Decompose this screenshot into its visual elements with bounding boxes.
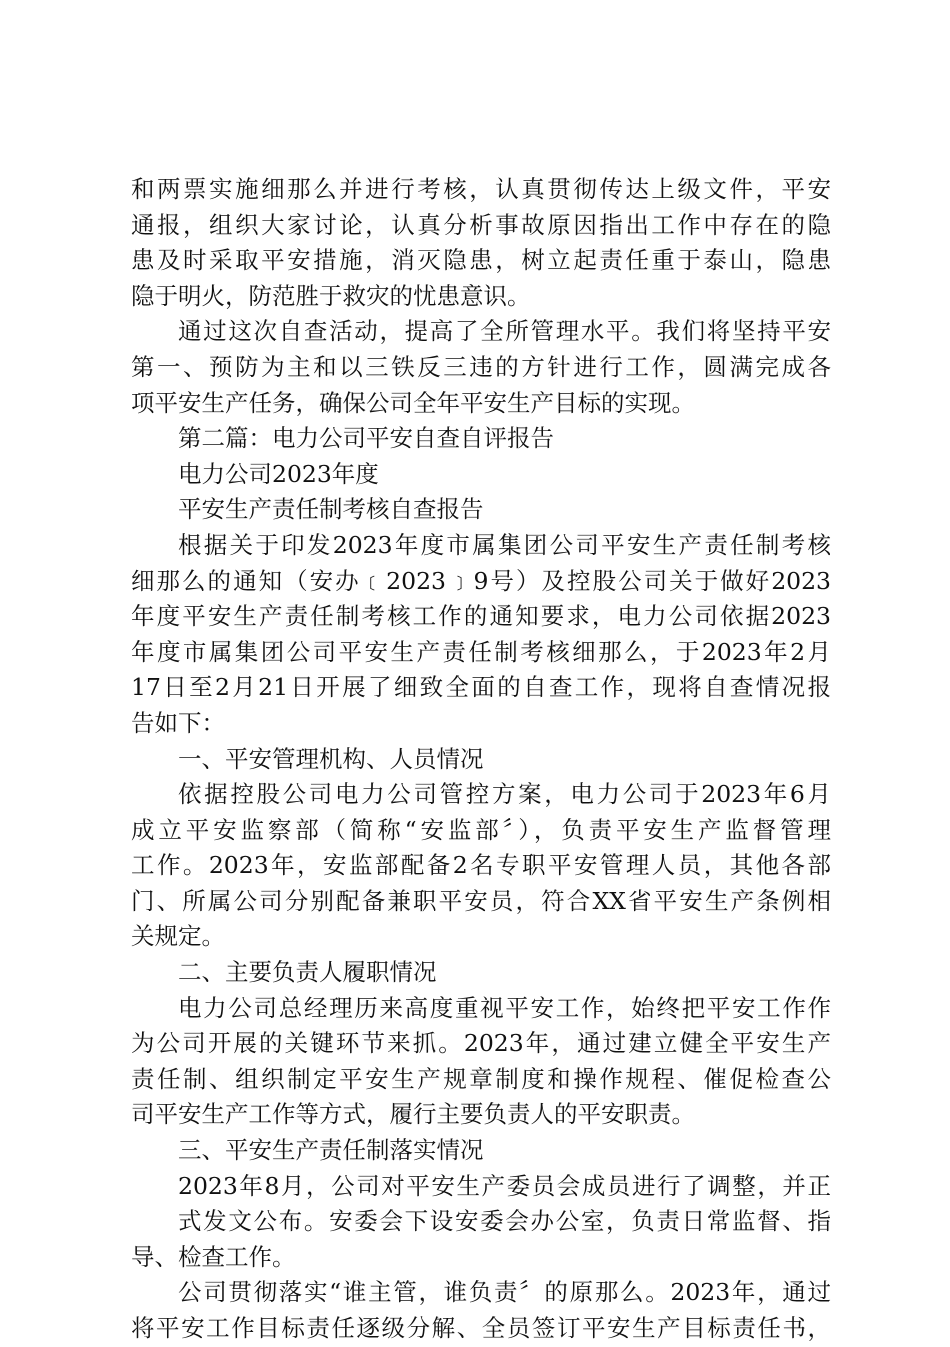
section-heading: 三、平安生产责任制落实情况 [178,1136,484,1165]
text-line: 项平安生产任务，确保公司全年平安生产目标的实现。 [131,388,695,417]
body-text [131,172,831,1347]
report-title-line-1: 电力公司2023年度 [178,459,379,488]
text-line: 17日至2月21日开展了细致全面的自查工作，现将自查情况报 [131,673,831,702]
text-line: 通过这次自查活动，提高了全所管理水平。我们将坚持平安 [178,317,831,346]
text-line: 2023年8月，公司对平安生产委员会成员进行了调整，并正 [178,1171,831,1200]
text-line: 工作。2023年，安监部配备2名专职平安管理人员，其他各部 [131,851,831,880]
text-line: 第一、预防为主和以三铁反三违的方针进行工作，圆满完成各 [131,352,831,381]
text-line: 成立平安监察部（简称“安监部〞），负责平安生产监督管理 [131,815,831,844]
text-line: 细那么的通知（安办﹝2023﹞9号）及控股公司关于做好2023 [131,566,831,595]
text-line: 告如下： [131,708,225,737]
text-line: 年度平安生产责任制考核工作的通知要求，电力公司依据2023 [131,602,831,631]
text-line: 将平安工作目标责任逐级分解、全员签订平安生产目标责任书， [131,1314,831,1342]
report-title-line-2: 平安生产责任制考核自查报告 [178,495,484,524]
text-line: 年度市属集团公司平安生产责任制考核细那么，于2023年2月 [131,637,831,666]
section-heading: 一、平安管理机构、人员情况 [178,744,484,773]
text-line: 患及时采取平安措施，消灭隐患，树立起责任重于泰山，隐患 [131,246,831,275]
text-line: 司平安生产工作等方式，履行主要负责人的平安职责。 [131,1100,695,1129]
text-line: 通报，组织大家讨论，认真分析事故原因指出工作中存在的隐 [131,210,831,239]
text-line: 隐于明火，防范胜于救灾的忧患意识。 [131,281,531,310]
text-line: 和两票实施细那么并进行考核，认真贯彻传达上级文件，平安 [131,175,831,203]
text-line: 依据控股公司电力公司管控方案，电力公司于2023年6月 [178,780,831,809]
text-line: 式发文公布。安委会下设安委会办公室，负责日常监督、指 [178,1207,831,1236]
section-heading: 第二篇：电力公司平安自查自评报告 [178,424,554,453]
section-heading: 二、主要负责人履职情况 [178,958,437,987]
text-line: 为公司开展的关键环节来抓。2023年，通过建立健全平安生产 [131,1029,831,1058]
text-line: 电力公司总经理历来高度重视平安工作，始终把平安工作作 [178,993,831,1022]
text-line: 根据关于印发2023年度市属集团公司平安生产责任制考核 [178,530,831,559]
text-line: 导、检查工作。 [131,1242,296,1271]
text-line: 门、所属公司分别配备兼职平安员，符合XX省平安生产条例相 [131,886,831,915]
text-line: 公司贯彻落实“谁主管，谁负责〞的原那么。2023年，通过 [178,1278,831,1307]
text-line: 责任制、组织制定平安生产规章制度和操作规程、催促检查公 [131,1064,831,1093]
text-line: 关规定。 [131,922,225,951]
